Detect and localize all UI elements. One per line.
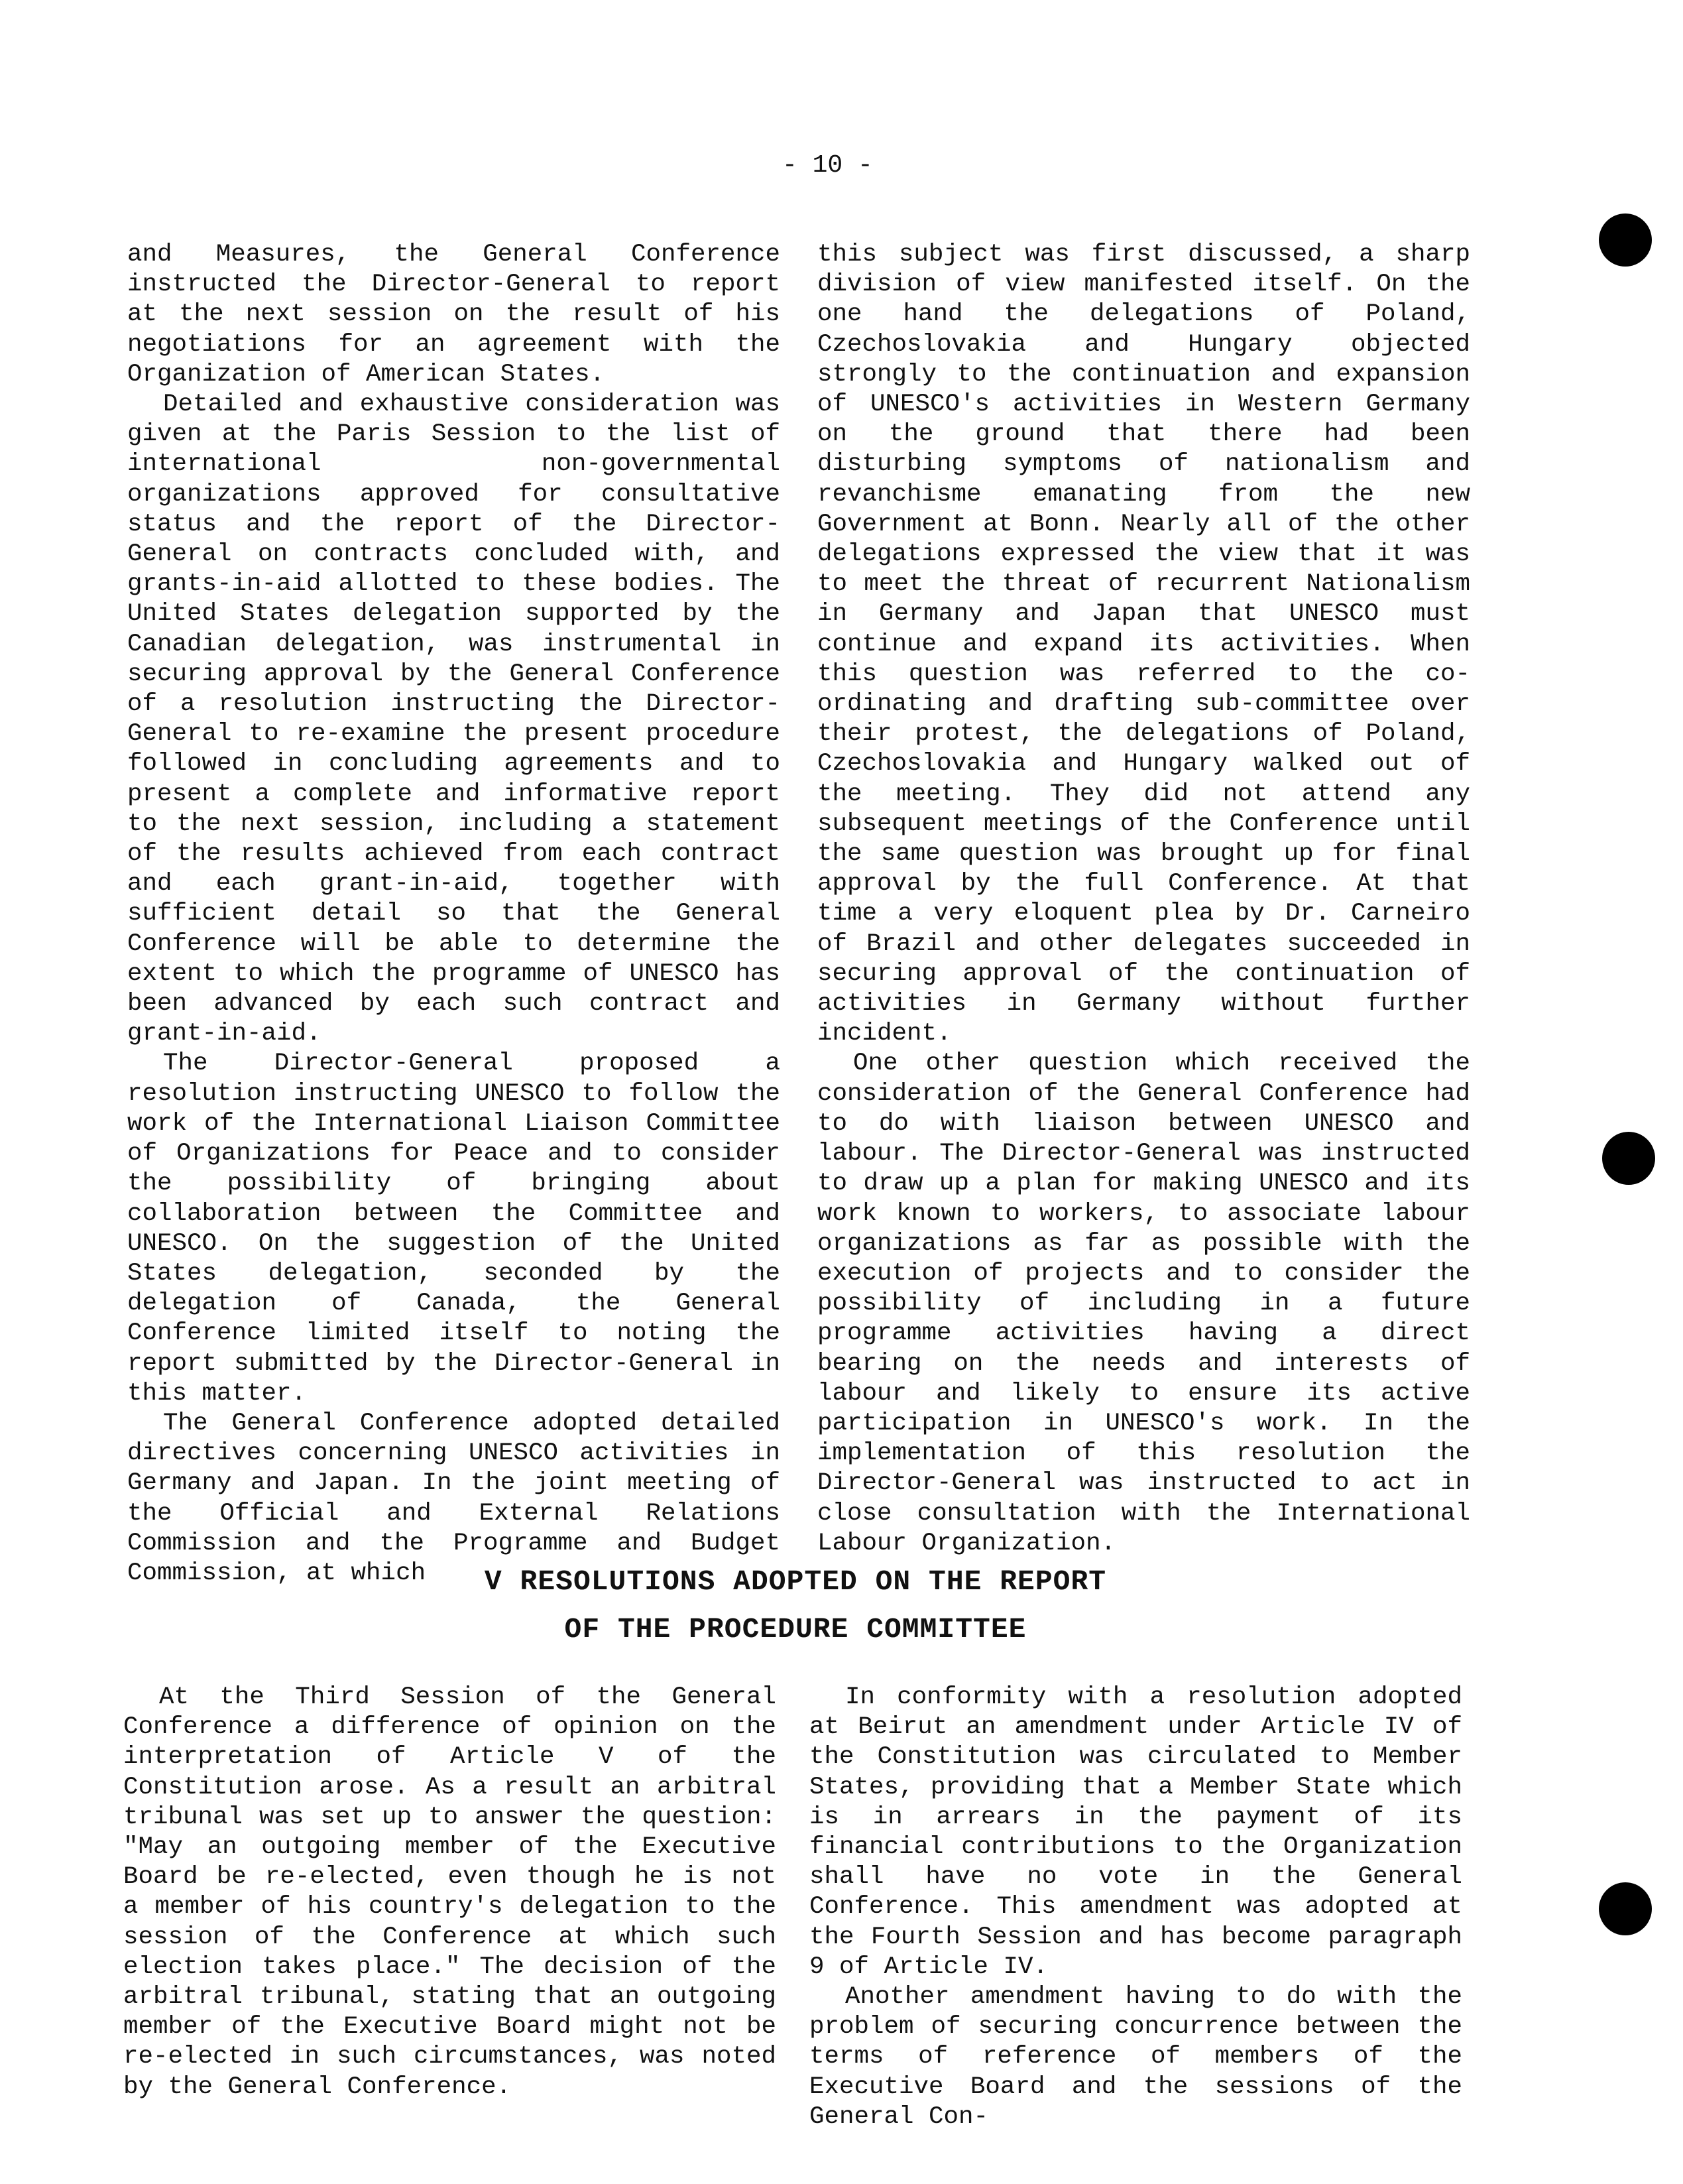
paragraph-beirut-amendment: In conformity with a resolution adopted at Beirut an amendment under Article IV of the Constitution was circulated to Member States, providing that a Member State which is in arrears in the payment of its financial contributions to the Organization shall have no vote in the General Conference. This amendment was adopted at the Fourth Session and has become paragraph 9 of Article IV. [809, 1683, 1462, 1981]
paragraph-liaison-committee: The Director-General proposed a resolution instructing UNESCO to follow the work of the International Liaison Committee of Organizations for Peace and to consider the possibility of bringing about collaboration between the Committee and UNESCO. On the suggestion of the United States delegation, seconded by the delegation of Canada, the General Conference limited itself to noting the report submitted by the Director-General in this matter. [127, 1050, 780, 1408]
punch-hole-bottom [1599, 1882, 1652, 1935]
bottom-left-column [123, 1683, 776, 2102]
page-number: - 10 - [782, 151, 873, 180]
punch-hole-top [1599, 213, 1652, 267]
punch-hole-middle [1602, 1132, 1655, 1185]
paragraph-division-of-view: this subject was first discussed, a sharp division of view manifested itself. On the one hand the delegations of Poland, Czechoslovakia and Hungary objected strongly to the continuation and expansion of UNESCO's activities in Western Germany on the ground that there had been disturbing symptoms of nationalism and revanchisme emanating from the new Government at Bonn. Nearly all of the other delegations expressed the view that it was to meet the threat of recurrent Nationalism in Germany and Japan that UNESCO must continue and expand its activities. When this question was referred to the co-ordinating and drafting sub-committee over their protest, the delegations of Poland, Czechoslovakia and Hungary walked out of the meeting. They did not attend any subsequent meetings of the Conference until the same question was brought up for final approval by the full Conference. At that time a very eloquent plea by Dr. Carneiro of Brazil and other delegates succeeded in securing approval of the continuation of activities in Germany without further incident. [817, 241, 1470, 1048]
paragraph-arbitral-tribunal: At the Third Session of the General Conference a difference of opinion on the interpretation of Article V of the Constitution arose. As a result an arbitral tribunal was set up to answer the question: "May an outgoing member of the Executive Board be re-elected, even though he is not a member of his country's delegation to the session of the Conference at which such election takes place." The decision of the arbitral tribunal, stating that an outgoing member of the Executive Board might not be re-elected in such circumstances, was noted by the General Conference. [123, 1683, 776, 2101]
section-heading-line-1: V RESOLUTIONS ADOPTED ON THE REPORT [484, 1565, 1107, 1598]
paragraph-labour-liaison: One other question which received the consideration of the General Conference had to do with liaison between UNESCO and labour. The Director-General was instructed to draw up a plan for making UNESCO and its work known to workers, to associate labour organizations as far as possible with the execution of projects and to consider the possibility of including in a future programme activities having a direct bearing on the needs and interests of labour and likely to ensure its active participation in UNESCO's work. In the implementation of this resolution the Director-General was instructed to act in close consultation with the International Labour Organization. [817, 1050, 1470, 1557]
bottom-right-column [809, 1683, 1462, 2132]
paragraph-germany-japan: The General Conference adopted detailed directives concerning UNESCO activities in Germany and Japan. In the joint meeting of the Official and External Relations Commission and the Programme and Budget Commission, at which [127, 1409, 780, 1587]
paragraph-measures: and Measures, the General Conference instructed the Director-General to report at the next session on the result of his negotiations for an agreement with the Organization of American States. [127, 241, 780, 389]
section-heading-line-2: OF THE PROCEDURE COMMITTEE [564, 1613, 1027, 1646]
paragraph-consultative-status: Detailed and exhaustive consideration was given at the Paris Session to the list of international non-governmental organizations approved for consultative status and the report of the Director-General on contracts concluded with, and grants-in-aid allotted to these bodies. The United States delegation supported by the Canadian delegation, was instrumental in securing approval by the General Conference of a resolution instructing the Director-General to re-examine the present procedure followed in concluding agreements and to present a complete and informative report to the next session, including a statement of the results achieved from each contract and each grant-in-aid, together with sufficient detail so that the General Conference will be able to determine the extent to which the programme of UNESCO has been advanced by each such contract and grant-in-aid. [127, 391, 780, 1048]
top-left-column [127, 240, 780, 1589]
paragraph-another-amendment: Another amendment having to do with the problem of securing concurrence between the terms of reference of members of the Executive Board and the sessions of the General Con- [809, 1983, 1462, 2131]
top-right-column [817, 240, 1470, 1559]
section-heading [0, 1558, 1591, 1654]
